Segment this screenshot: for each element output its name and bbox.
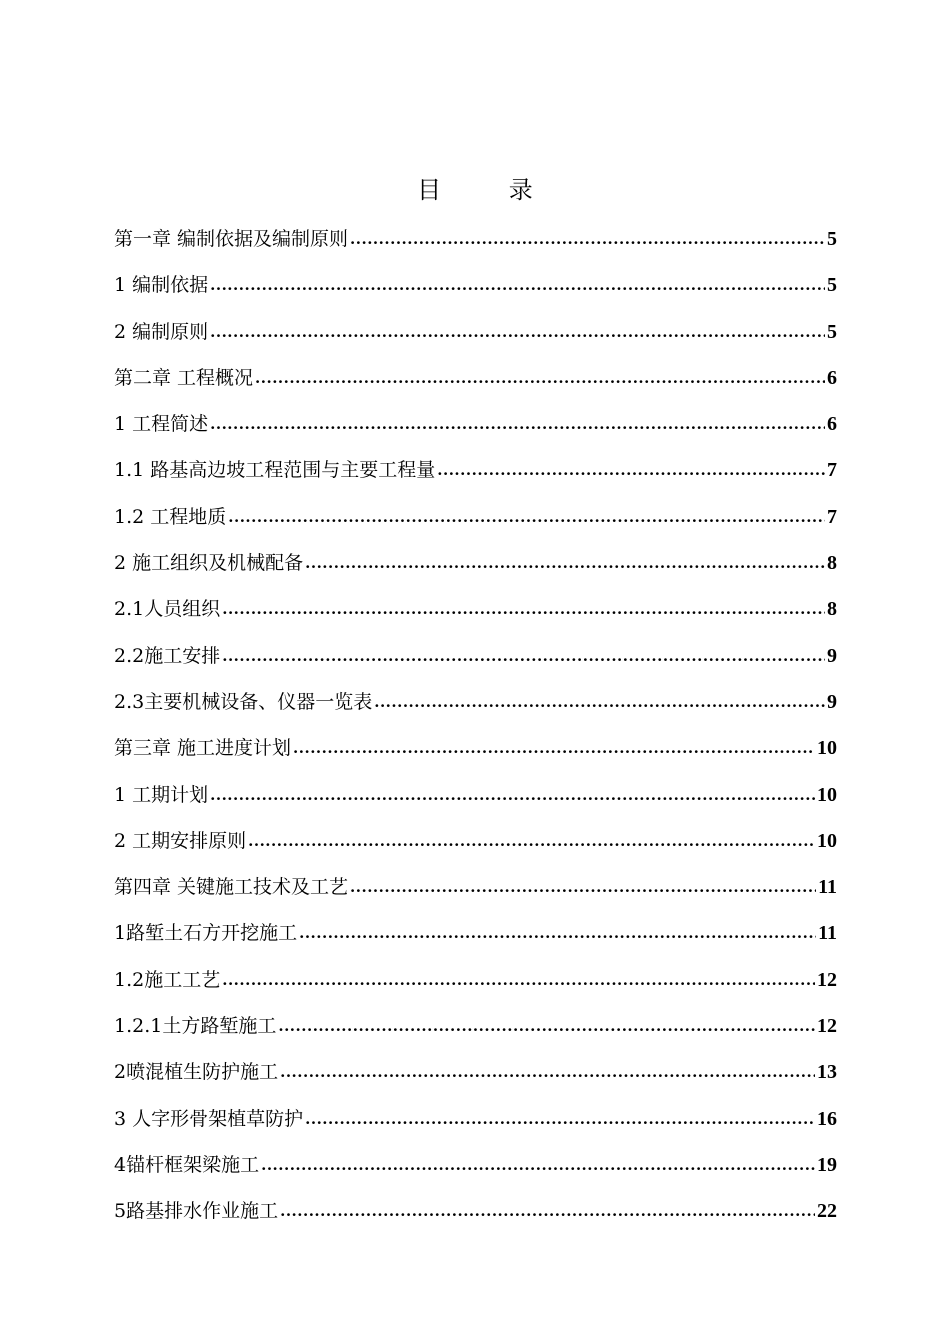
toc-entry-page: 9 <box>827 644 837 667</box>
toc-entry-label: 4锚杆框架梁施工 <box>114 1153 260 1176</box>
toc-entry-label: 第二章 工程概况 <box>114 366 254 389</box>
dot-leader <box>210 272 825 291</box>
toc-entry-label: 1.2施工工艺 <box>114 968 221 991</box>
toc-entry-label: 5路基排水作业施工 <box>114 1200 279 1223</box>
toc-entry-page: 8 <box>827 552 837 575</box>
dot-leader <box>248 828 815 847</box>
dot-leader <box>293 735 815 754</box>
toc-entry-label: 2.2施工安排 <box>114 644 221 667</box>
toc-entry-page: 22 <box>817 1200 837 1223</box>
dot-leader <box>210 782 815 801</box>
toc-entry[interactable] <box>114 270 837 316</box>
toc-entry[interactable] <box>114 548 837 594</box>
toc-entry-label: 2喷混植生防护施工 <box>114 1061 279 1084</box>
dot-leader <box>350 874 816 893</box>
toc-entry-page: 10 <box>817 737 837 760</box>
toc-entry[interactable] <box>114 965 837 1011</box>
dot-leader <box>222 643 825 662</box>
toc-entry-label: 3 人字形骨架植草防护 <box>114 1107 304 1130</box>
dot-leader <box>228 504 825 523</box>
toc-entry[interactable] <box>114 687 837 733</box>
toc-entry[interactable] <box>114 455 837 501</box>
toc-entry[interactable] <box>114 1011 837 1057</box>
toc-entry[interactable] <box>114 733 837 779</box>
toc-entry-label: 2 施工组织及机械配备 <box>114 552 304 575</box>
toc-entry-page: 19 <box>817 1153 837 1176</box>
toc-entry[interactable] <box>114 1104 837 1150</box>
dot-leader <box>278 1013 815 1032</box>
toc-entry[interactable] <box>114 872 837 918</box>
dot-leader <box>255 365 825 384</box>
toc-entry-page: 11 <box>818 876 837 899</box>
dot-leader <box>305 1106 815 1125</box>
toc-entry-page: 5 <box>827 320 837 343</box>
toc-list <box>114 224 837 1243</box>
toc-entry-label: 1 编制依据 <box>114 274 209 297</box>
dot-leader <box>222 967 815 986</box>
toc-entry-label: 1 工程简述 <box>114 413 209 436</box>
toc-entry-label: 第三章 施工进度计划 <box>114 737 292 760</box>
toc-entry-page: 6 <box>827 413 837 436</box>
toc-entry[interactable] <box>114 1196 837 1242</box>
toc-entry-page: 10 <box>817 829 837 852</box>
toc-entry-page: 6 <box>827 366 837 389</box>
toc-entry-page: 16 <box>817 1107 837 1130</box>
dot-leader <box>350 226 825 245</box>
dot-leader <box>280 1059 815 1078</box>
dot-leader <box>261 1152 815 1171</box>
toc-entry[interactable] <box>114 780 837 826</box>
dot-leader <box>210 411 825 430</box>
toc-entry[interactable] <box>114 918 837 964</box>
toc-entry[interactable] <box>114 502 837 548</box>
toc-entry[interactable] <box>114 409 837 455</box>
toc-entry-page: 5 <box>827 228 837 250</box>
toc-entry[interactable] <box>114 641 837 687</box>
toc-entry-page: 12 <box>817 968 837 991</box>
toc-entry-label: 第一章 编制依据及编制原则 <box>114 228 349 250</box>
toc-entry-label: 1 工期计划 <box>114 783 209 806</box>
dot-leader <box>437 457 825 476</box>
toc-entry[interactable] <box>114 594 837 640</box>
toc-entry-page: 5 <box>827 274 837 297</box>
dot-leader <box>374 689 825 708</box>
toc-entry-page: 10 <box>817 783 837 806</box>
dot-leader <box>280 1198 815 1217</box>
toc-entry[interactable] <box>114 363 837 409</box>
dot-leader <box>299 920 816 939</box>
toc-entry-label: 2.3主要机械设备、仪器一览表 <box>114 690 373 713</box>
toc-entry-label: 1.1 路基高边坡工程范围与主要工程量 <box>114 459 436 482</box>
dot-leader <box>222 596 825 615</box>
toc-entry[interactable] <box>114 826 837 872</box>
toc-entry[interactable] <box>114 1150 837 1196</box>
toc-entry-page: 8 <box>827 598 837 621</box>
toc-entry-page: 12 <box>817 1015 837 1038</box>
toc-entry-page: 11 <box>818 922 837 945</box>
toc-title: 目 录 <box>417 176 563 204</box>
toc-entry-label: 2 工期安排原则 <box>114 829 247 852</box>
toc-entry-label: 1路堑土石方开挖施工 <box>114 922 298 945</box>
toc-entry-label: 2.1人员组织 <box>114 598 221 621</box>
toc-entry[interactable] <box>114 1057 837 1103</box>
dot-leader <box>210 319 825 338</box>
toc-entry-page: 9 <box>827 690 837 713</box>
toc-entry-label: 第四章 关键施工技术及工艺 <box>114 876 349 899</box>
toc-entry-label: 1.2 工程地质 <box>114 505 227 528</box>
toc-entry[interactable] <box>114 224 837 270</box>
toc-entry[interactable] <box>114 317 837 363</box>
toc-entry-page: 7 <box>827 459 837 482</box>
toc-entry-label: 2 编制原则 <box>114 320 209 343</box>
toc-entry-page: 13 <box>817 1061 837 1084</box>
dot-leader <box>305 550 825 569</box>
toc-entry-label: 1.2.1土方路堑施工 <box>114 1015 277 1038</box>
toc-entry-page: 7 <box>827 505 837 528</box>
